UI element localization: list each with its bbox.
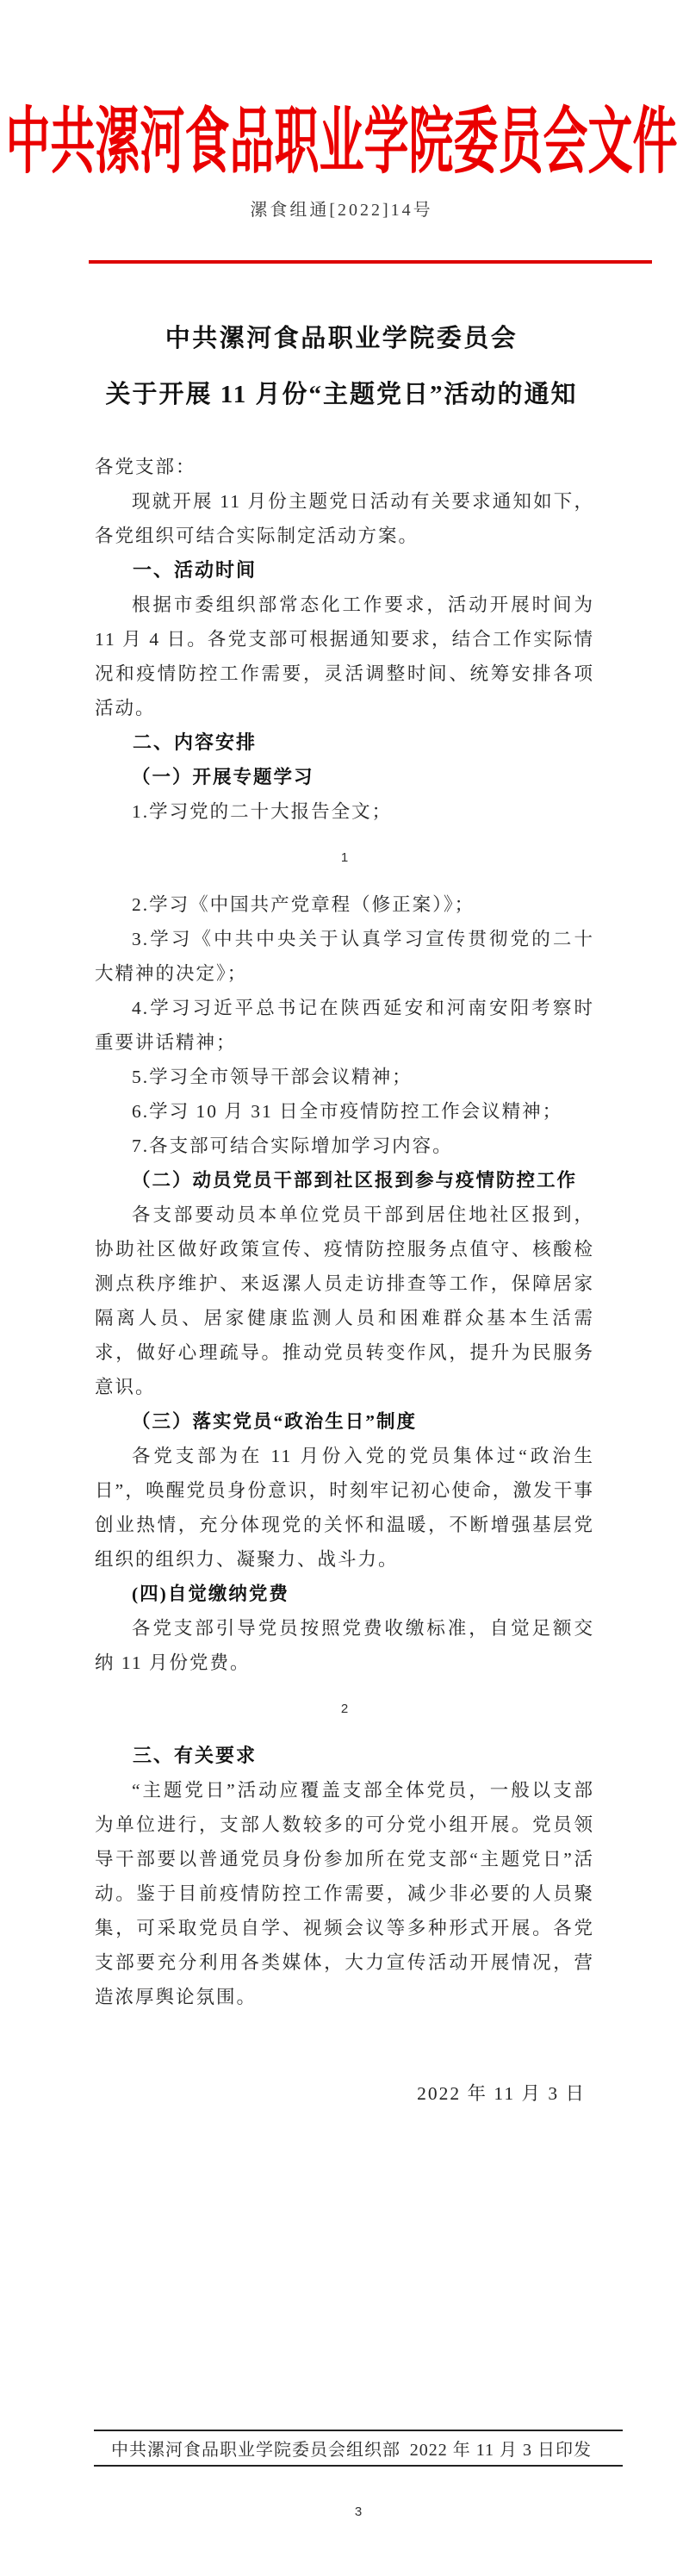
page-number: 2 — [340, 1702, 349, 1716]
letterhead-title-text: 中共漯河食品职业学院委员会文件 — [5, 103, 678, 183]
salutation: 各党支部： — [95, 457, 196, 477]
page-number: 1 — [340, 850, 349, 865]
letterhead-title — [0, 82, 683, 187]
paragraph: “主题党日”活动应覆盖支部全体党员，一般以支部为单位进行，支部人数较多的可分党小组开展。党员领导干部要以普通党员身份参加所在党支部“主题党日”活动。鉴于目前疫情防控工作需要，减少非必要的人员聚集，可采取党员自学、视频会议等多种形式开展。各党支部要充分利用各类媒体，大力宣传活动开展情况，营造浓厚舆论氛围。 — [95, 1780, 594, 2007]
document-title — [0, 319, 683, 410]
red-divider-line — [89, 260, 652, 264]
document-body — [95, 450, 594, 2111]
paragraph: 各支部要动员本单位党员干部到居住地社区报到，协助社区做好政策宣传、疫情防控服务点值守、核酸检测点秩序维护、来返漯人员走访排查等工作，保障居家隔离人员、居家健康监测人员和困难群众基本生活需求，做好心理疏导。推动党员转变作风，提升为民服务意识。 — [95, 1204, 594, 1397]
section-heading: 二、内容安排 — [133, 731, 258, 753]
letterhead — [0, 82, 683, 264]
study-item: 3.学习《中共中央关于认真学习宣传贯彻党的二十大精神的决定》； — [95, 929, 594, 984]
footer-print-date: 2022 年 11 月 3 日印发 — [409, 2441, 592, 2460]
subsection-heading: (四)自觉缴纳党费 — [132, 1584, 289, 1604]
study-item: 4.学习习近平总书记在陕西延安和河南安阳考察时重要讲话精神； — [95, 998, 594, 1053]
footer-colophon — [94, 2430, 623, 2467]
subsection-heading: （三）落实党员“政治生日”制度 — [132, 1411, 418, 1432]
paragraph: 各党支部引导党员按照党费收缴标准，自觉足额交纳 11 月份党费。 — [95, 1618, 594, 1673]
paragraph: 现就开展 11 月份主题党日活动有关要求通知如下，各党组织可结合实际制定活动方案。 — [95, 491, 594, 546]
footer-page-number: 3 — [354, 2504, 363, 2519]
study-item: 6.学习 10 月 31 日全市疫情防控工作会议精神； — [132, 1101, 563, 1122]
section-heading: 三、有关要求 — [133, 1745, 258, 1766]
study-item: 7.各支部可结合实际增加学习内容。 — [132, 1136, 453, 1156]
paragraph: 根据市委组织部常态化工作要求，活动开展时间为 11 月 4 日。各党支部可根据通知要求，结合工作实际情况和疫情防控工作需要，灵活调整时间、统筹安排各项活动。 — [95, 594, 594, 719]
document-footer — [94, 2430, 623, 2519]
subsection-heading: （一）开展专题学习 — [132, 767, 314, 787]
footer-issuer: 中共漯河食品职业学院委员会组织部 — [111, 2441, 400, 2460]
document-title-line1: 中共漯河食品职业学院委员会 — [165, 325, 518, 352]
subsection-heading: （二）动员党员干部到社区报到参与疫情防控工作 — [132, 1170, 578, 1191]
study-item: 5.学习全市领导干部会议精神； — [132, 1067, 413, 1087]
paragraph: 各党支部为在 11 月份入党的党员集体过“政治生日”，唤醒党员身份意识，时刻牢记初心使命，激发干事创业热情，充分体现党的关怀和温暖，不断增强基层党组织的组织力、凝聚力、战斗力。 — [95, 1446, 594, 1570]
section-heading: 一、活动时间 — [133, 559, 258, 581]
signature-date: 2022 年 11 月 3 日 — [417, 2083, 586, 2104]
study-item: 1.学习党的二十大报告全文； — [132, 801, 393, 822]
doc-number: 漯食组通[2022]14号 — [250, 201, 433, 220]
document-title-line2: 关于开展 11 月份“主题党日”活动的通知 — [105, 381, 578, 408]
study-item: 2.学习《中国共产党章程（修正案）》； — [132, 894, 475, 915]
